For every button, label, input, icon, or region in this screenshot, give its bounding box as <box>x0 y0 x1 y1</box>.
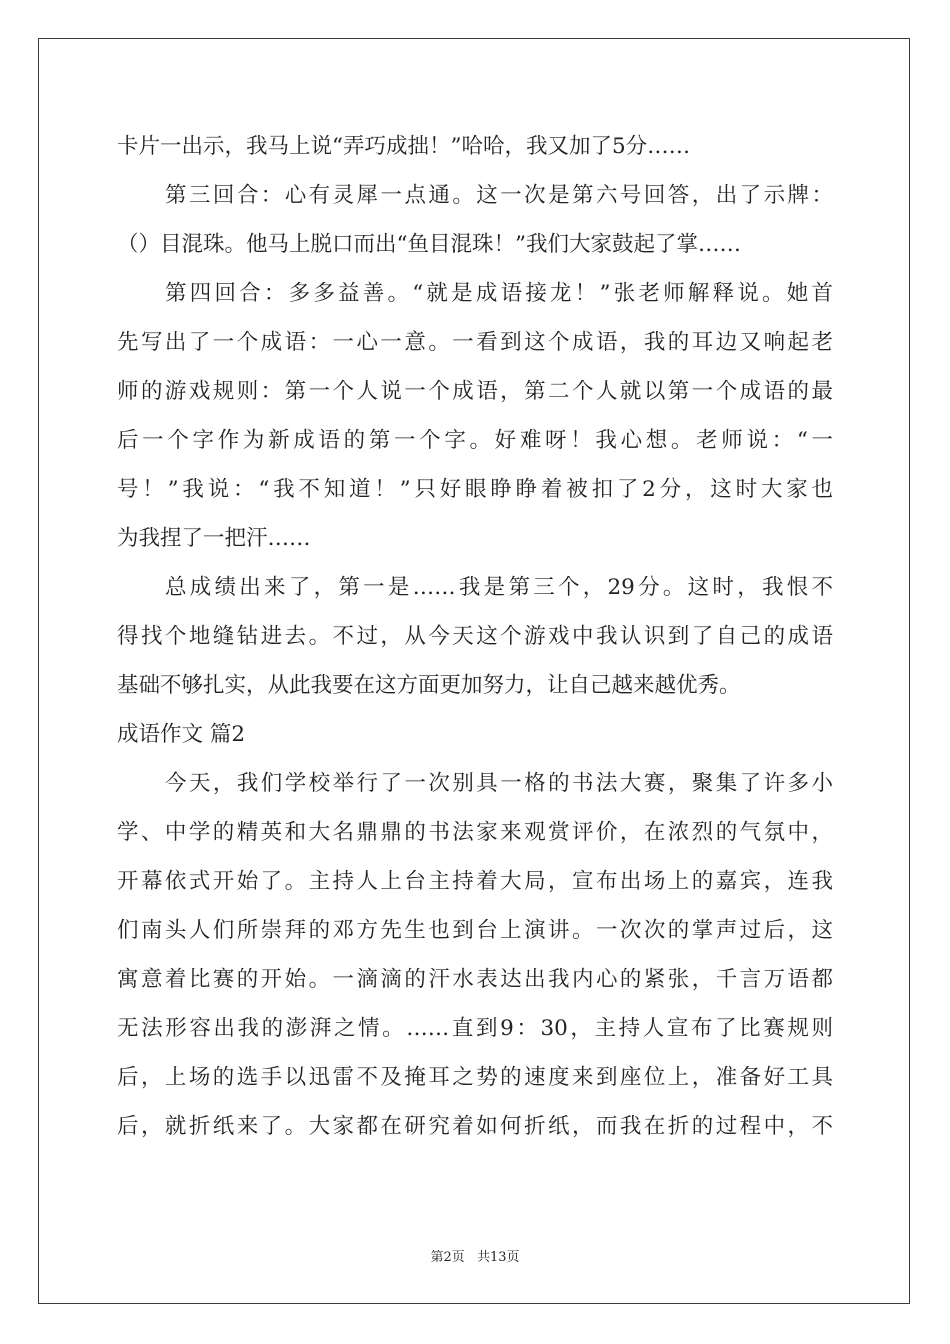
page-total: 共13页 <box>476 1250 520 1265</box>
document-body <box>117 127 833 1156</box>
text-line: 为我捏了一把汗…… <box>117 526 311 551</box>
text-line: 今天，我们学校举行了一次别具一格的书法大赛，聚集了许多小 <box>165 771 833 796</box>
text-line: 们南头人们所崇拜的邓方先生也到台上演讲。一次次的掌声过后，这 <box>117 918 833 943</box>
text-line: 卡片一出示，我马上说“弄巧成拙！”哈哈，我又加了5分…… <box>117 134 691 159</box>
text-line: 后，上场的选手以迅雷不及掩耳之势的速度来到座位上，准备好工具 <box>117 1065 833 1090</box>
text-line: 第四回合：多多益善。“就是成语接龙！”张老师解释说。她首 <box>165 281 833 306</box>
text-line: 开幕依式开始了。主持人上台主持着大局，宣布出场上的嘉宾，连我 <box>117 869 833 894</box>
text-line: 得找个地缝钻进去。不过，从今天这个游戏中我认识到了自己的成语 <box>117 624 833 649</box>
text-line: 基础不够扎实，从此我要在这方面更加努力，让自己越来越优秀。 <box>117 673 741 698</box>
text-line: 第三回合：心有灵犀一点通。这一次是第六号回答，出了示牌： <box>165 183 833 208</box>
text-line: 后一个字作为新成语的第一个字。好难呀！我心想。老师说：“一 <box>117 428 833 453</box>
section-heading: 成语作文 篇2 <box>117 722 246 747</box>
text-line: 学、中学的精英和大名鼎鼎的书法家来观赏评价，在浓烈的气氛中， <box>117 820 833 845</box>
text-line: 寓意着比赛的开始。一滴滴的汗水表达出我内心的紧张，千言万语都 <box>117 967 833 992</box>
text-line: 号！”我说：“我不知道！”只好眼睁睁着被扣了2分，这时大家也 <box>117 477 833 502</box>
text-line: 总成绩出来了，第一是……我是第三个，29分。这时，我恨不 <box>165 575 833 600</box>
text-line: 无法形容出我的澎湃之情。……直到9：30，主持人宣布了比赛规则 <box>117 1016 833 1041</box>
text-line: 先写出了一个成语：一心一意。一看到这个成语，我的耳边又响起老 <box>117 330 833 355</box>
page-footer <box>0 1246 950 1265</box>
page-number: 第2页 <box>430 1250 465 1265</box>
text-line: 后，就折纸来了。大家都在研究着如何折纸，而我在折的过程中，不 <box>117 1114 833 1139</box>
text-line: （）目混珠。他马上脱口而出“鱼目混珠！”我们大家鼓起了掌…… <box>117 232 741 257</box>
text-line: 师的游戏规则：第一个人说一个成语，第二个人就以第一个成语的最 <box>117 379 833 404</box>
